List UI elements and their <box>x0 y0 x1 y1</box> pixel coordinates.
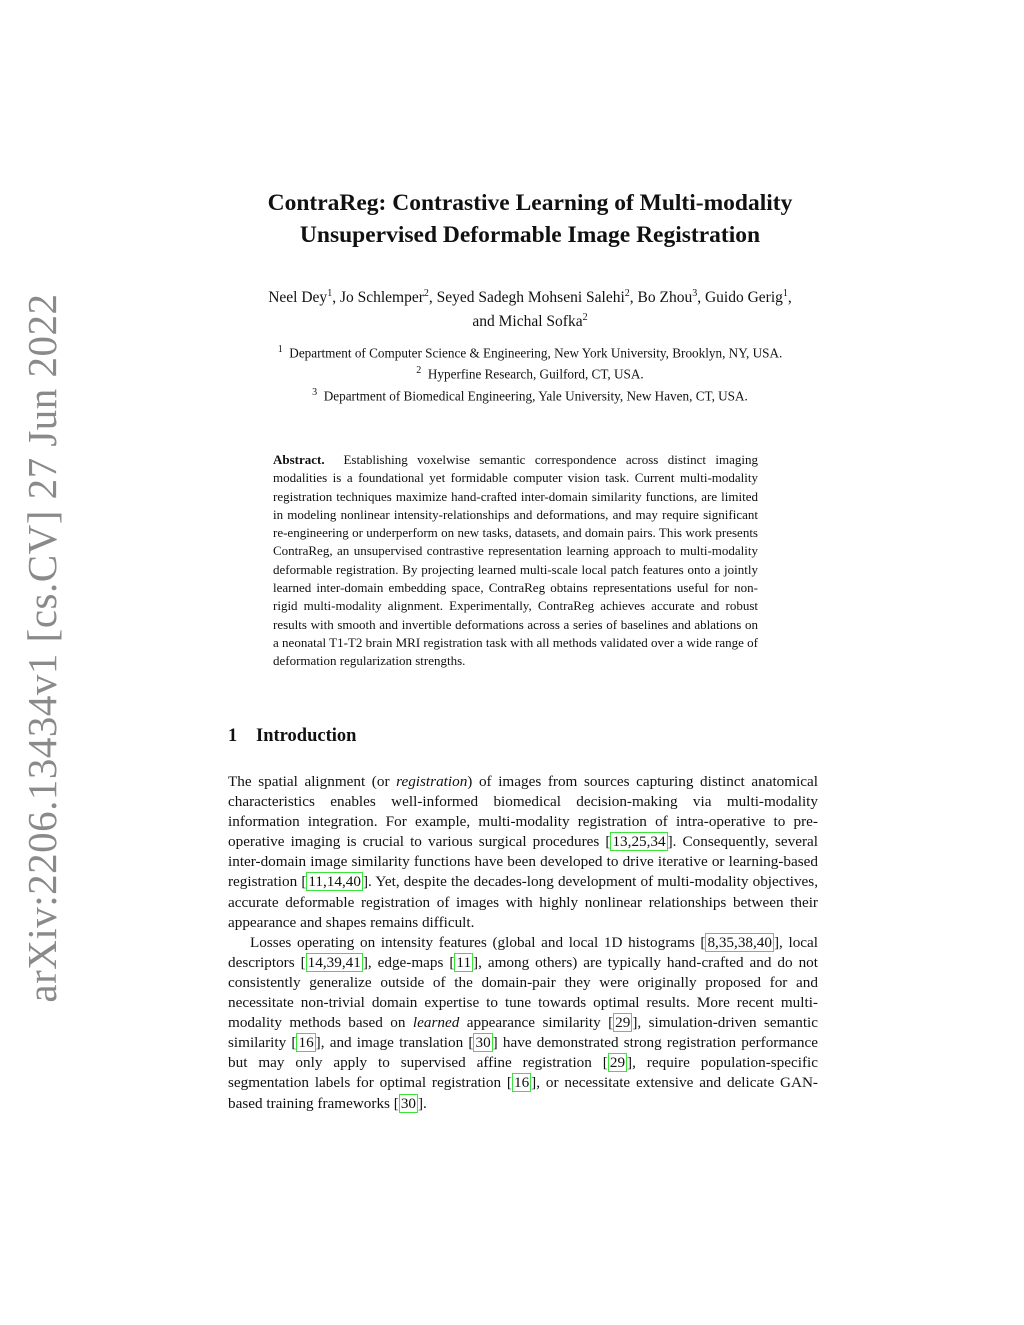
affiliation: $^2$ Hyperfine Research, Guilford, CT, USA. <box>416 365 644 382</box>
section-title: Introduction <box>256 726 357 746</box>
title-line-1: ContraReg: Contrastive Learning of Multi-modality <box>267 190 793 216</box>
arxiv-sidebar <box>12 292 72 1003</box>
citation-link[interactable]: 29 <box>615 1014 631 1032</box>
author: Bo Zhou$^3$, <box>637 288 705 307</box>
abstract <box>273 451 758 671</box>
citation-link[interactable]: 8,35,38,40 <box>707 933 772 951</box>
section-heading <box>228 726 356 747</box>
affiliation: $^3$ Department of Biomedical Engineering, Yale University, New Haven, CT, USA. <box>312 386 748 404</box>
author: and Michal Sofka$^2$ <box>472 312 588 331</box>
introduction-body <box>228 772 818 1114</box>
paper-title <box>180 187 880 251</box>
author: Jo Schlemper$^2$, <box>339 288 437 307</box>
title-line-2: Unsupervised Deformable Image Registration <box>299 222 761 248</box>
citation-link[interactable]: 11,14,40 <box>308 873 361 891</box>
citation-link[interactable]: 16 <box>298 1034 314 1052</box>
citation-link[interactable]: 30 <box>400 1094 416 1112</box>
citation-link[interactable]: 13,25,34 <box>612 833 666 851</box>
arxiv-identifier: arXiv:2206.13434v1 [cs.CV] 27 Jun 2022 <box>19 292 65 1003</box>
citation-link[interactable]: 14,39,41 <box>307 953 361 971</box>
author: Neel Dey$^1$, <box>268 288 340 307</box>
author-list <box>180 284 880 332</box>
affiliation: $^1$ Department of Computer Science & Engineering, New York University, Brooklyn, NY, USA. <box>277 344 783 361</box>
citation-link[interactable]: 16 <box>513 1074 530 1092</box>
citation-link[interactable]: 29 <box>609 1054 626 1072</box>
abstract-label: Abstract. <box>273 452 325 467</box>
paragraph: The spatial alignment (or registration) of images from sources capturing distinct anatomical characteristics enables well-informed biomedical decision-making via multi-modality information integration. For example, multi-modality registration of intra-operative to pre-operative imaging is crucial to various surgical procedures [ 13,25,34 ]. Consequently, several inter-domain image similarity functions have been developed to drive iterative or learning-based registration [ 11,14,40 ]. Yet, despite the decades-long development of multi-modality objectives, accurate deformable registration of images with highly nonlinear relationships between their appearance and shapes remains difficult. <box>228 773 819 931</box>
affiliations <box>180 341 880 405</box>
citation-link[interactable]: 11 <box>456 953 472 971</box>
paragraph: Losses operating on intensity features (global and local 1D histograms [ 8,35,38,40 ], local descriptors [ 14,39,41 ], edge-maps [ 11 ], among others) are typically hand-crafted and do not consistently generalize outside of the domain-pair they were originally proposed for and necessitate non-trivial domain expertise to tune towards optimal results. More recent multi-modality methods based on learned appearance similarity [ 29 ], simulation-driven semantic similarity [ 16 ], and image translation [ 30 ] have demonstrated strong registration performance but may only apply to supervised affine registration [ 29 ], require population-specific segmentation labels for optimal registration [ 16 ], or necessitate extensive and delicate GAN-based training frameworks [ 30 ]. <box>228 933 818 1112</box>
citation-link[interactable]: 30 <box>475 1034 491 1052</box>
author: Guido Gerig$^1$, <box>704 288 792 307</box>
abstract-text: Establishing voxelwise semantic correspondence across distinct imaging modalities is a foundational yet formidable computer vision task. Current multi-modality registration techniques maximize hand-crafted inter-domain similarity functions, are limited in modeling nonlinear intensity-relationships and deformations, and may require significant re-engineering or underperform on new tasks, datasets, and domain pairs. This work presents ContraReg, an unsupervised contrastive representation learning approach to multi-modality deformable registration. By projecting learned multi-scale local patch features onto a jointly learned inter-domain embedding space, ContraReg obtains representations useful for non-rigid multi-modality alignment. Experimentally, ContraReg achieves accurate and robust results with smooth and invertible deformations across a series of baselines and ablations on a neonatal T1-T2 brain MRI registration task with all methods validated over a wide range of deformation regularization strengths. <box>273 452 758 669</box>
section-number: 1 <box>228 726 238 746</box>
author: Seyed Sadegh Mohseni Salehi$^2$, <box>436 288 638 307</box>
